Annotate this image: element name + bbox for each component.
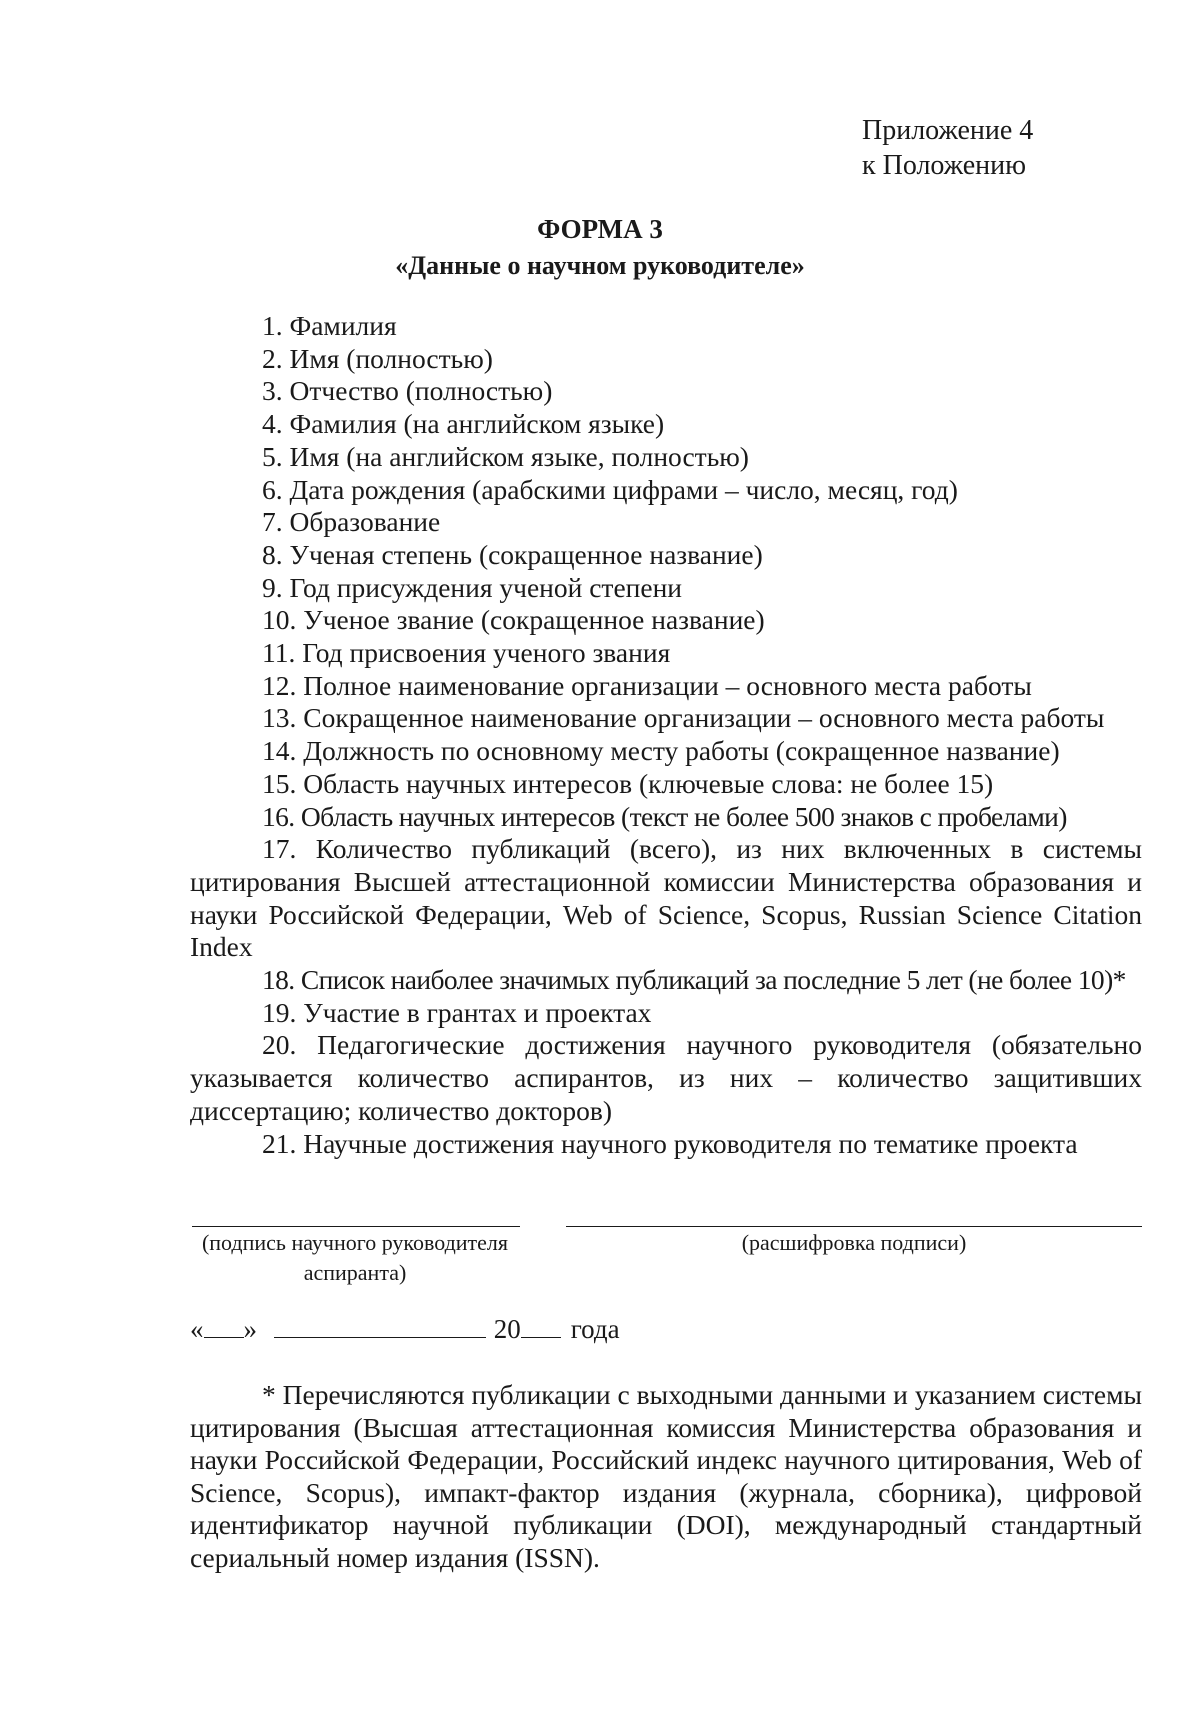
signature-caption: (подпись научного руководителя аспиранта) — [201, 1230, 509, 1285]
year-label: года — [570, 1314, 620, 1344]
form-item: 13. Сокращенное наименование организации – основного места работы — [262, 702, 1105, 734]
footnote-text: * Перечисляются публикации с выходными данными и указанием системы цитирования (Высшая аттестационная комиссия Министерства образования и науки Российской Федерации, Российский индекс научного цитирования, Web of Science, Scopus), импакт-фактор издания (журнала, сборника), цифровой идентификатор научной публикации (DOI), международный стандартный сериальный номер издания (ISSN). — [190, 1379, 1142, 1573]
day-blank — [204, 1313, 244, 1338]
form-item: 17. Количество публикаций (всего), из них включенных в системы цитирования Высшей аттестационной комиссии Министерства образования и науки Российской Федерации, Web of Science, Scopus, Russian Science Citation Index — [190, 833, 1142, 963]
form-item: 8. Ученая степень (сокращенное название) — [262, 538, 763, 570]
form-item: 7. Образование — [262, 506, 441, 538]
date-line — [190, 1312, 620, 1346]
form-title: ФОРМА 3 — [537, 214, 663, 244]
form-item: 6. Дата рождения (арабскими цифрами – число, месяц, год) — [262, 473, 958, 505]
form-item: 10. Ученое звание (сокращенное название) — [262, 604, 765, 636]
form-items-list — [190, 310, 1142, 1160]
form-item: 21. Научные достижения научного руководителя по тематике проекта — [262, 1127, 1078, 1159]
form-item: 12. Полное наименование организации – основного места работы — [262, 669, 1032, 701]
month-blank — [274, 1313, 486, 1338]
signature-line — [192, 1226, 520, 1227]
form-item: 5. Имя (на английском языке, полностью) — [262, 440, 749, 472]
form-item: 20. Педагогические достижения научного руководителя (обязательно указывается количество аспирантов, из них – количество защитивших диссертацию; количество докторов) — [190, 1029, 1142, 1126]
date-close-quote: » — [243, 1314, 257, 1344]
footnote — [190, 1379, 1142, 1574]
form-item: 16. Область научных интересов (текст не более 500 знаков с пробелами) — [262, 800, 1067, 832]
form-item: 18. Список наиболее значимых публикаций за последние 5 лет (не более 10)* — [262, 964, 1126, 996]
form-item: 14. Должность по основному месту работы (сокращенное название) — [262, 735, 1060, 767]
form-item: 15. Область научных интересов (ключевые слова: не более 15) — [262, 767, 994, 799]
date-open-quote: « — [190, 1314, 204, 1344]
form-item: 11. Год присвоения ученого звания — [262, 637, 671, 669]
year-prefix: 20 — [493, 1314, 521, 1344]
year-blank — [521, 1313, 561, 1338]
form-subtitle: «Данные о научном руководителе» — [395, 251, 805, 280]
form-item: 19. Участие в грантах и проектах — [262, 996, 652, 1028]
annex-target: к Положению — [862, 150, 1027, 181]
annex-number: Приложение 4 — [862, 115, 1034, 146]
form-item: 4. Фамилия (на английском языке) — [262, 408, 665, 440]
signature-decoding-line — [566, 1226, 1142, 1227]
annex-reference — [862, 113, 1033, 183]
form-item: 2. Имя (полностью) — [262, 342, 493, 374]
signature-decoding-caption: (расшифровка подписи) — [741, 1230, 967, 1255]
form-item: 3. Отчество (полностью) — [262, 375, 553, 407]
form-item: 9. Год присуждения ученой степени — [262, 571, 683, 603]
form-item: 1. Фамилия — [262, 310, 397, 341]
